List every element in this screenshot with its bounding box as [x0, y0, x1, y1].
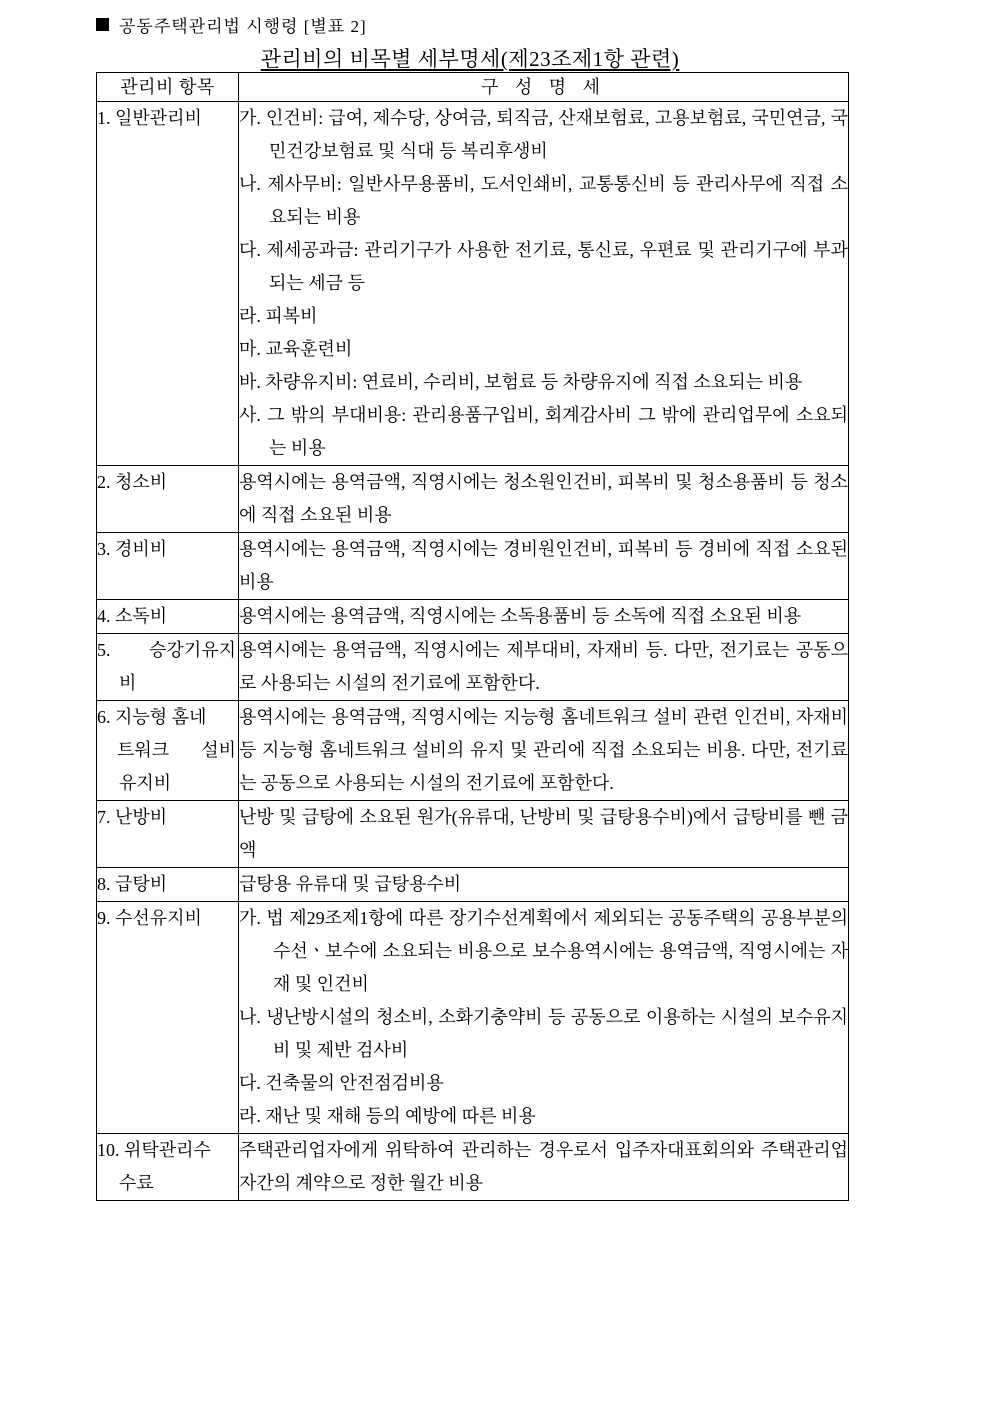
table-row — [97, 868, 849, 902]
fee-item-label: 10. 위탁관리수 — [97, 1140, 211, 1160]
table-row — [97, 1134, 849, 1201]
column-header-detail: 구 성 명 세 — [239, 73, 849, 102]
fee-item-cell — [97, 902, 239, 1134]
fee-detail-cell — [239, 868, 849, 902]
table-row — [97, 801, 849, 868]
fee-item-label: 8. 급탕비 — [97, 874, 168, 894]
fee-detail-paragraph: 나. 제사무비: 일반사무용품비, 도서인쇄비, 교통통신비 등 관리사무에 직접 소요되는 비용 — [239, 174, 848, 227]
fee-item-label: 6. 지능형 홈네 — [97, 707, 207, 727]
fee-item-label-part: 승강기유지 — [149, 640, 236, 660]
fee-item-label-cont — [97, 734, 238, 767]
fee-item-label — [97, 634, 238, 667]
management-fee-detail-table — [96, 72, 849, 1201]
fee-detail-cell — [239, 102, 849, 466]
fee-detail-paragraph: 용역시에는 용역금액, 직영시에는 청소원인건비, 피복비 및 청소용품비 등 청소에 직접 소요된 비용 — [239, 472, 848, 525]
fee-item-label: 9. 수선유지비 — [97, 908, 202, 928]
fee-item-label-cont: 비 — [119, 673, 137, 693]
fee-item-label-part: 트워크 — [117, 740, 170, 760]
fee-detail-paragraph: 급탕용 유류대 및 급탕용수비 — [239, 874, 462, 894]
fee-item-label: 7. 난방비 — [97, 807, 168, 827]
fee-item-cell — [97, 1134, 239, 1201]
fee-item-label-part: 5. — [97, 640, 111, 660]
fee-item-cell — [97, 634, 239, 701]
fee-item-cell — [97, 102, 239, 466]
fee-detail-paragraph: 나. 냉난방시설의 청소비, 소화기충약비 등 공동으로 이용하는 시설의 보수유지비 및 제반 검사비 — [239, 1007, 848, 1060]
fee-detail-paragraph: 가. 인건비: 급여, 제수당, 상여금, 퇴직금, 산재보험료, 고용보험료, 국민연금, 국민건강보험료 및 식대 등 복리후생비 — [239, 108, 848, 161]
fee-detail-paragraph: 사. 그 밖의 부대비용: 관리용품구입비, 회계감사비 그 밖에 관리업무에 소요되는 비용 — [239, 405, 848, 458]
fee-detail-paragraph: 다. 제세공과금: 관리기구가 사용한 전기료, 통신료, 우편료 및 관리기구에 부과되는 세금 등 — [239, 240, 848, 293]
fee-item-cell — [97, 600, 239, 634]
table-row — [97, 701, 849, 801]
fee-item-cell — [97, 466, 239, 533]
fee-item-cell — [97, 868, 239, 902]
document-header — [96, 12, 367, 37]
fee-detail-paragraph: 마. 교육훈련비 — [239, 339, 353, 359]
fee-detail-paragraph: 라. 재난 및 재해 등의 예방에 따른 비용 — [239, 1106, 536, 1126]
table-row — [97, 533, 849, 600]
fee-detail-paragraph: 라. 피복비 — [239, 306, 318, 326]
fee-detail-paragraph: 다. 건축물의 안전점검비용 — [239, 1073, 444, 1093]
fee-item-label-cont: 유지비 — [119, 773, 172, 793]
table-row — [97, 600, 849, 634]
fee-detail-paragraph: 용역시에는 용역금액, 직영시에는 제부대비, 자재비 등. 다만, 전기료는 공동으로 사용되는 시설의 전기료에 포함한다. — [239, 640, 848, 693]
fee-detail-cell — [239, 701, 849, 801]
page-title-text: 관리비의 비목별 세부명세(제23조제1항 관련) — [260, 47, 680, 71]
fee-item-cell — [97, 701, 239, 801]
table-header-row — [97, 73, 849, 102]
fee-item-label-part: 설비 — [201, 740, 236, 760]
fee-item-label: 2. 청소비 — [97, 472, 168, 492]
page-title — [0, 43, 940, 73]
fee-item-label: 3. 경비비 — [97, 539, 168, 559]
column-header-item: 관리비 항목 — [97, 73, 239, 102]
fee-item-label: 1. 일반관리비 — [97, 108, 202, 128]
fee-detail-paragraph: 가. 법 제29조제1항에 따른 장기수선계획에서 제외되는 공동주택의 공용부분의 수선ㆍ보수에 소요되는 비용으로 보수용역시에는 용역금액, 직영시에는 자재 및 인건비 — [239, 908, 848, 994]
table-body — [97, 102, 849, 1201]
table-row — [97, 466, 849, 533]
document-header-text: 공동주택관리법 시행령 [별표 2] — [119, 17, 367, 36]
fee-detail-cell — [239, 902, 849, 1134]
fee-detail-cell — [239, 801, 849, 868]
fee-detail-cell — [239, 533, 849, 600]
table-row — [97, 634, 849, 701]
table-row — [97, 102, 849, 466]
fee-detail-cell — [239, 600, 849, 634]
fee-detail-paragraph: 주택관리업자에게 위탁하여 관리하는 경우로서 입주자대표회의와 주택관리업자간의 계약으로 정한 월간 비용 — [239, 1140, 848, 1193]
fee-detail-paragraph: 용역시에는 용역금액, 직영시에는 소독용품비 등 소독에 직접 소요된 비용 — [239, 606, 802, 626]
fee-item-cell — [97, 533, 239, 600]
fee-detail-paragraph: 용역시에는 용역금액, 직영시에는 경비원인건비, 피복비 등 경비에 직접 소요된 비용 — [239, 539, 848, 592]
fee-detail-paragraph: 난방 및 급탕에 소요된 원가(유류대, 난방비 및 급탕용수비)에서 급탕비를 뺀 금액 — [239, 807, 848, 860]
fee-item-cell — [97, 801, 239, 868]
fee-detail-cell — [239, 1134, 849, 1201]
fee-item-label-cont: 수료 — [119, 1173, 154, 1193]
fee-detail-cell — [239, 466, 849, 533]
fee-detail-paragraph: 바. 차량유지비: 연료비, 수리비, 보험료 등 차량유지에 직접 소요되는 비용 — [239, 372, 803, 392]
fee-detail-paragraph: 용역시에는 용역금액, 직영시에는 지능형 홈네트워크 설비 관련 인건비, 자재비 등 지능형 홈네트워크 설비의 유지 및 관리에 직접 소요되는 비용. 다만, 전기료는 공동으로 사용되는 시설의 전기료에 포함한다. — [239, 707, 848, 793]
table-row — [97, 902, 849, 1134]
filled-square-bullet-icon — [96, 18, 109, 31]
fee-detail-cell — [239, 634, 849, 701]
fee-item-label: 4. 소독비 — [97, 606, 168, 626]
